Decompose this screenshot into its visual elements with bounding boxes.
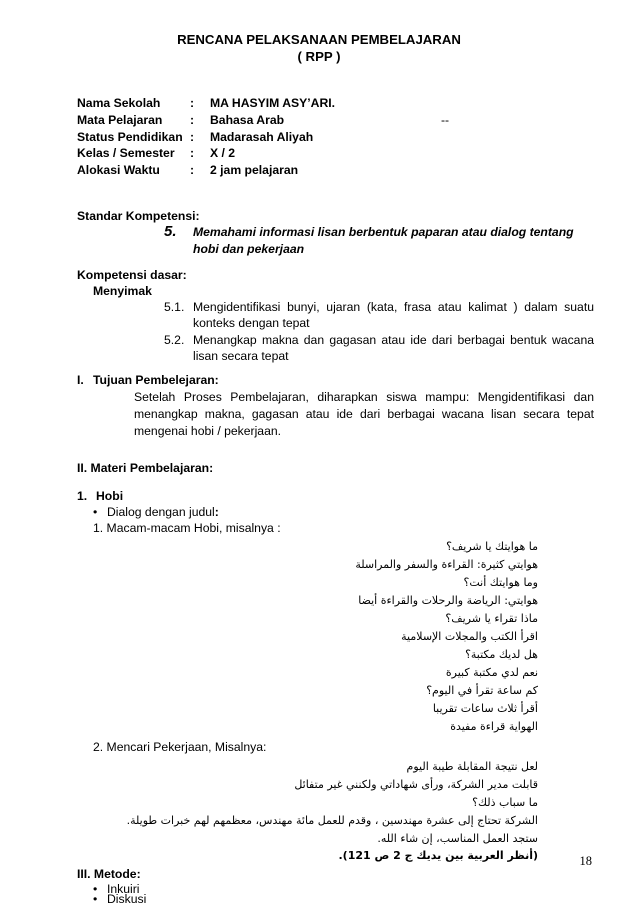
- bullet-icon: •: [93, 505, 98, 519]
- sk-line1: Memahami informasi lisan berbentuk paparan atau dialog tentang: [193, 225, 574, 239]
- bullet-icon: •: [93, 882, 98, 896]
- pekerjaan-line: 2. Mencari Pekerjaan, Misalnya:: [93, 740, 267, 754]
- sk-number: 5.: [164, 223, 177, 240]
- kd-item-line: lisan secara tepat: [193, 349, 289, 363]
- info-colon: :: [190, 130, 195, 144]
- arabic-line: هل لديك مكتبة؟: [465, 648, 538, 661]
- arabic-line: هوايتي: الرياضة والرحلات والقراءة أيضا: [358, 594, 538, 607]
- sk-line2: hobi dan pekerjaan: [193, 242, 305, 256]
- dash-mark: --: [441, 113, 450, 127]
- info-colon: :: [190, 146, 195, 160]
- dialog-label: Dialog dengan judul: [107, 505, 215, 519]
- arabic-reference: (أنظر العربية بين يديك ج 2 ص 121).: [338, 849, 538, 862]
- tujuan-line3: mengenai hobi / pekerjaan.: [134, 424, 282, 438]
- info-key: Mata Pelajaran: [77, 113, 163, 127]
- info-colon: :: [190, 163, 195, 177]
- kd-item-line: Mengidentifikasi bunyi, ujaran (kata, frasa atau kalimat ) dalam suatu: [193, 300, 594, 314]
- arabic-line: نعم لدي مكتبة كبيرة: [445, 666, 538, 679]
- info-colon: :: [190, 96, 195, 110]
- tujuan-line2: menangkap makna, gagasan atau ide dari berbagai wacana lisan secara tepat: [134, 407, 594, 421]
- arabic-line: الهواية قراءة مفيدة: [450, 720, 538, 733]
- arabic-line: ماذا تقراء يا شريف؟: [445, 612, 538, 625]
- info-value: MA HASYIM ASY’ARI.: [210, 96, 336, 110]
- metode-heading: III. Metode:: [77, 867, 141, 881]
- info-value: X / 2: [210, 146, 236, 160]
- dialog-colon: :: [214, 505, 219, 519]
- info-value: Madarasah Aliyah: [210, 130, 314, 144]
- metode-item-label: Inkuiri: [107, 882, 140, 896]
- arabic-line: ما هوايتك يا شريف؟: [446, 540, 538, 553]
- kd-heading: Kompetensi dasar:: [77, 268, 187, 282]
- kd-item-line: konteks dengan tepat: [193, 316, 310, 330]
- arabic-line: اقرأ الكتب والمجلات الإسلامية: [401, 630, 538, 643]
- kd-item-line: Menangkap makna dan gagasan atau ide dari berbagai bentuk wacana: [193, 333, 594, 347]
- document-subtitle: ( RPP ): [297, 49, 341, 64]
- kd-sub: Menyimak: [93, 284, 152, 298]
- info-key: Nama Sekolah: [77, 96, 161, 110]
- arabic-line: لعل نتيجة المقابلة طيبة اليوم: [406, 760, 538, 773]
- info-key: Status Pendidikan: [77, 130, 183, 144]
- arabic-line: وما هوايتك أنت؟: [463, 576, 538, 589]
- arabic-line: كم ساعة تقرأ في اليوم؟: [426, 684, 538, 697]
- info-key: Alokasi Waktu: [77, 163, 160, 177]
- info-value: 2 jam pelajaran: [210, 163, 299, 177]
- arabic-line: ستجد العمل المناسب، إن شاء الله.: [377, 832, 538, 845]
- metode-item-label: Diskusi: [107, 892, 147, 906]
- macam-hobi-line: 1. Macam-macam Hobi, misalnya :: [93, 521, 281, 535]
- tujuan-heading: Tujuan Pembelejaran:: [93, 373, 219, 387]
- dialog-bullet-item: [93, 505, 219, 519]
- metode-item: [93, 892, 147, 906]
- info-colon: :: [190, 113, 195, 127]
- arabic-line: الشركة تحتاج إلى عشرة مهندسين ، وقدم للعمل مائة مهندس، معظمهم لهم خبرات طويلة.: [126, 814, 538, 827]
- info-value: Bahasa Arab: [210, 113, 285, 127]
- hobi-num: 1.: [77, 489, 88, 503]
- info-key: Kelas / Semester: [77, 146, 175, 160]
- kd-item-num: 5.1.: [164, 300, 185, 314]
- arabic-line: قابلت مدير الشركة، ورأى شهاداتي ولكنني غير متفائل: [294, 778, 538, 791]
- sk-heading: Standar Kompetensi:: [77, 209, 200, 223]
- hobi-heading: Hobi: [96, 489, 124, 503]
- bullet-icon: •: [93, 892, 98, 906]
- arabic-line: هوايتي كثيرة: القراءة والسفر والمراسلة: [355, 558, 538, 571]
- arabic-line: أقرأ ثلاث ساعات تقريبا: [432, 702, 538, 715]
- tujuan-line1: Setelah Proses Pembelajaran, diharapkan siswa mampu: Mengidentifikasi dan: [134, 390, 594, 404]
- kd-item-num: 5.2.: [164, 333, 185, 347]
- page-number: 18: [579, 854, 592, 868]
- tujuan-num: I.: [77, 373, 84, 387]
- document-title: RENCANA PELAKSANAAN PEMBELAJARAN: [177, 32, 461, 47]
- arabic-line: ما سباب ذلك؟: [472, 796, 538, 809]
- materi-heading: II. Materi Pembelajaran:: [77, 461, 214, 475]
